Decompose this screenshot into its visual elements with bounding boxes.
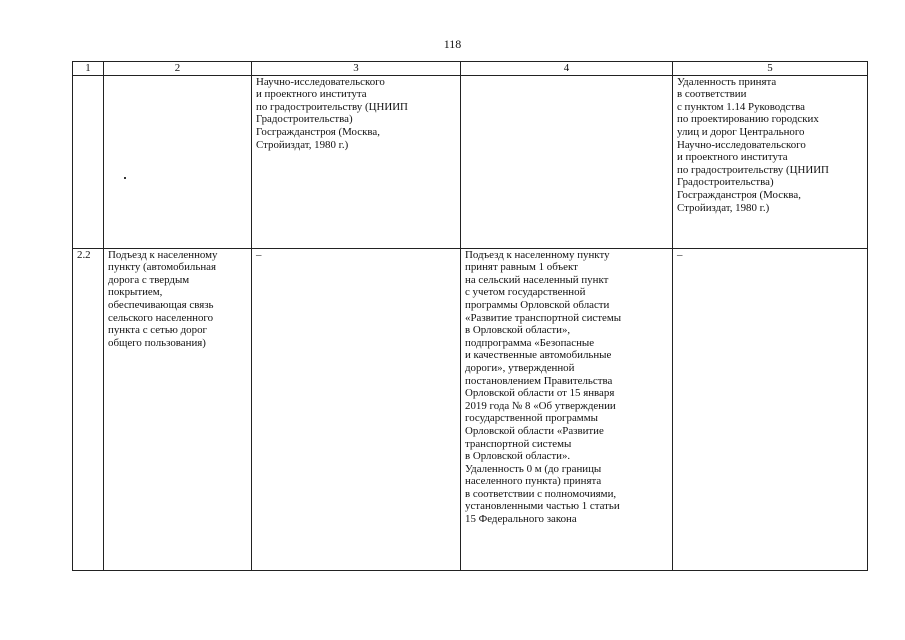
text-line: государственной программы [465, 412, 598, 425]
row2-col5-cell [673, 248, 868, 570]
dash-text: – [256, 248, 262, 261]
text-line: принят равным 1 объект [465, 261, 578, 274]
text-line: Подъезд к населенному пункту [465, 248, 610, 261]
text-line: Стройиздат, 1980 г.) [256, 138, 349, 151]
text-line: установленными частью 1 статьи [465, 500, 620, 513]
text-line: и качественные автомобильные [465, 349, 612, 362]
text-line: Орловской области от 15 января [465, 387, 615, 400]
text-line: на сельский населенный пункт [465, 273, 609, 286]
row1-col3-cell [252, 75, 461, 248]
header-col-4: 4 [461, 62, 673, 76]
text-line: подпрограмма «Безопасные [465, 336, 595, 349]
text-line: населенного пункта) принята [465, 475, 602, 488]
table-row [73, 75, 868, 248]
document-table [72, 61, 868, 571]
text-line: обеспечивающая связь [108, 298, 214, 311]
text-line: и проектного института [256, 88, 367, 101]
text-line: и проектного института [677, 151, 788, 164]
header-row [73, 62, 868, 76]
text-line: 15 Федерального закона [465, 513, 577, 526]
header-col-5: 5 [673, 62, 868, 76]
text-line: Орловской области «Развитие [465, 424, 604, 437]
text-line: улиц и дорог Центрального [677, 125, 805, 138]
scan-speck [124, 177, 126, 179]
text-line: Госгражданстроя (Москва, [677, 188, 801, 201]
text-line: дорога с твердым [108, 273, 190, 286]
text-line: в Орловской области». [465, 450, 571, 463]
row1-col5-cell [673, 75, 868, 248]
text-line: дороги», утвержденной [465, 361, 575, 374]
text-line: покрытием, [108, 286, 163, 299]
text-line: сельского населенного [108, 311, 214, 324]
row1-col2-cell [104, 75, 252, 248]
text-line: по градостроительству (ЦНИИП [677, 163, 829, 176]
page-number: 118 [443, 37, 462, 51]
row1-col1-cell [73, 75, 104, 248]
text-line: общего пользования) [108, 336, 206, 349]
text-line: Подъезд к населенному [108, 248, 218, 261]
row2-col2-cell [104, 248, 252, 570]
table-row [73, 248, 868, 570]
dash-text: – [677, 248, 683, 261]
text-line: Стройиздат, 1980 г.) [677, 201, 770, 214]
text-line: с пунктом 1.14 Руководства [677, 100, 805, 113]
text-line: Госгражданстроя (Москва, [256, 125, 380, 138]
text-line: постановлением Правительства [465, 374, 613, 387]
text-line: в соответствии [677, 88, 747, 101]
text-line: Градостроительства) [677, 176, 774, 189]
text-line: пункту (автомобильная [108, 261, 216, 274]
text-line: Удаленность 0 м (до границы [465, 462, 602, 475]
text-line: Научно-исследовательского [677, 138, 806, 151]
text-line: 2019 года № 8 «Об утверждении [465, 399, 616, 412]
text-line: Удаленность принята [677, 75, 777, 88]
text-line: с учетом государственной [465, 286, 586, 299]
text-line: по градостроительству (ЦНИИП [256, 100, 408, 113]
text-line: пункта с сетью дорог [108, 324, 207, 337]
text-line: в соответствии с полномочиями, [465, 487, 617, 500]
text-line: Градостроительства) [256, 113, 353, 126]
header-col-2: 2 [104, 62, 252, 76]
text-line: транспортной системы [465, 437, 572, 450]
text-line: Научно-исследовательского [256, 75, 385, 88]
header-col-1: 1 [73, 62, 104, 76]
text-line: программы Орловской области [465, 298, 610, 311]
row2-col3-cell [252, 248, 461, 570]
header-col-3: 3 [252, 62, 461, 76]
text-line: по проектированию городских [677, 113, 819, 126]
row2-col1-cell: 2.2 [73, 248, 104, 570]
row2-col4-cell [461, 248, 673, 570]
text-line: «Развитие транспортной системы [465, 311, 622, 324]
row1-col4-cell [461, 75, 673, 248]
text-line: в Орловской области», [465, 324, 571, 337]
